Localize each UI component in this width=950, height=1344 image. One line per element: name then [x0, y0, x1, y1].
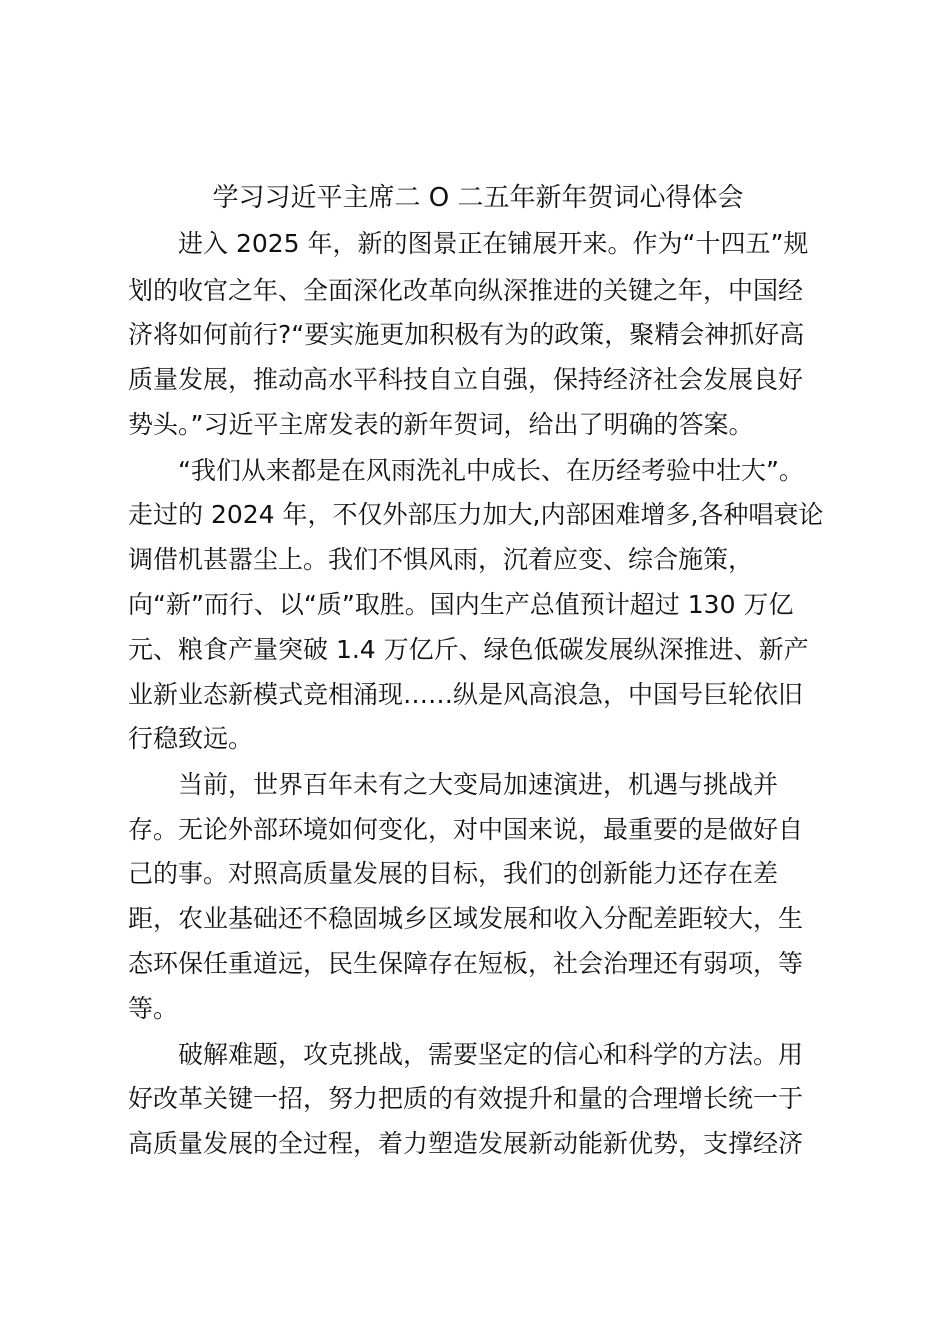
- paragraph-3-line-3: 己的事。对照高质量发展的目标，我们的创新能力还存在差: [128, 859, 779, 888]
- document-title: 学习习近平主席二 O 二五年新年贺词心得体会: [212, 183, 744, 213]
- paragraph-2-line-5: 元、粮食产量突破 1.4 万亿斤、绿色低碳发展纵深推进、新产: [128, 635, 809, 664]
- paragraph-4-line-3: 高质量发展的全过程，着力塑造发展新动能新优势，支撑经济: [128, 1129, 804, 1158]
- paragraph-2-line-6: 业新业态新模式竞相涌现……纵是风高浪急，中国号巨轮依旧: [128, 680, 804, 709]
- paragraph-1-line-3: 济将如何前行?“要实施更加积极有为的政策，聚精会神抓好高: [128, 320, 805, 349]
- paragraph-3-line-4: 距，农业基础还不稳固城乡区域发展和收入分配差距较大，生: [128, 904, 804, 933]
- paragraph-1-line-2: 划的收官之年、全面深化改革向纵深推进的关键之年，中国经: [128, 276, 804, 305]
- paragraph-1-line-5: 势头。”习近平主席发表的新年贺词，给出了明确的答案。: [128, 410, 754, 439]
- paragraph-3-line-2: 存。无论外部环境如何变化，对中国来说，最重要的是做好自: [128, 815, 804, 844]
- paragraph-4-line-1: 破解难题，攻克挑战，需要坚定的信心和科学的方法。用: [178, 1040, 804, 1069]
- paragraph-2-line-7: 行稳致远。: [128, 724, 254, 753]
- paragraph-2-line-2: 走过的 2024 年，不仅外部压力加大,内部困难增多,各种唱衰论: [128, 500, 824, 529]
- paragraph-4-line-2: 好改革关键一招，努力把质的有效提升和量的合理增长统一于: [128, 1084, 804, 1113]
- paragraph-1-line-4: 质量发展，推动高水平科技自立自强，保持经济社会发展良好: [128, 365, 804, 394]
- paragraph-3-line-5: 态环保任重道远，民生保障存在短板，社会治理还有弱项，等: [128, 949, 804, 978]
- paragraph-2-line-4: 向“新”而行、以“质”取胜。国内生产总值预计超过 130 万亿: [128, 590, 794, 619]
- paragraph-1-line-1: 进入 2025 年，新的图景正在铺展开来。作为“十四五”规: [178, 229, 809, 258]
- paragraph-2-line-3: 调借机甚嚣尘上。我们不惧风雨，沉着应变、综合施策，: [128, 545, 754, 574]
- paragraph-3-line-6: 等。: [128, 994, 179, 1023]
- paragraph-3-line-1: 当前，世界百年未有之大变局加速演进，机遇与挑战并: [178, 770, 779, 799]
- paragraph-2-line-1: “我们从来都是在风雨洗礼中成长、在历经考验中壮大”。: [178, 456, 804, 485]
